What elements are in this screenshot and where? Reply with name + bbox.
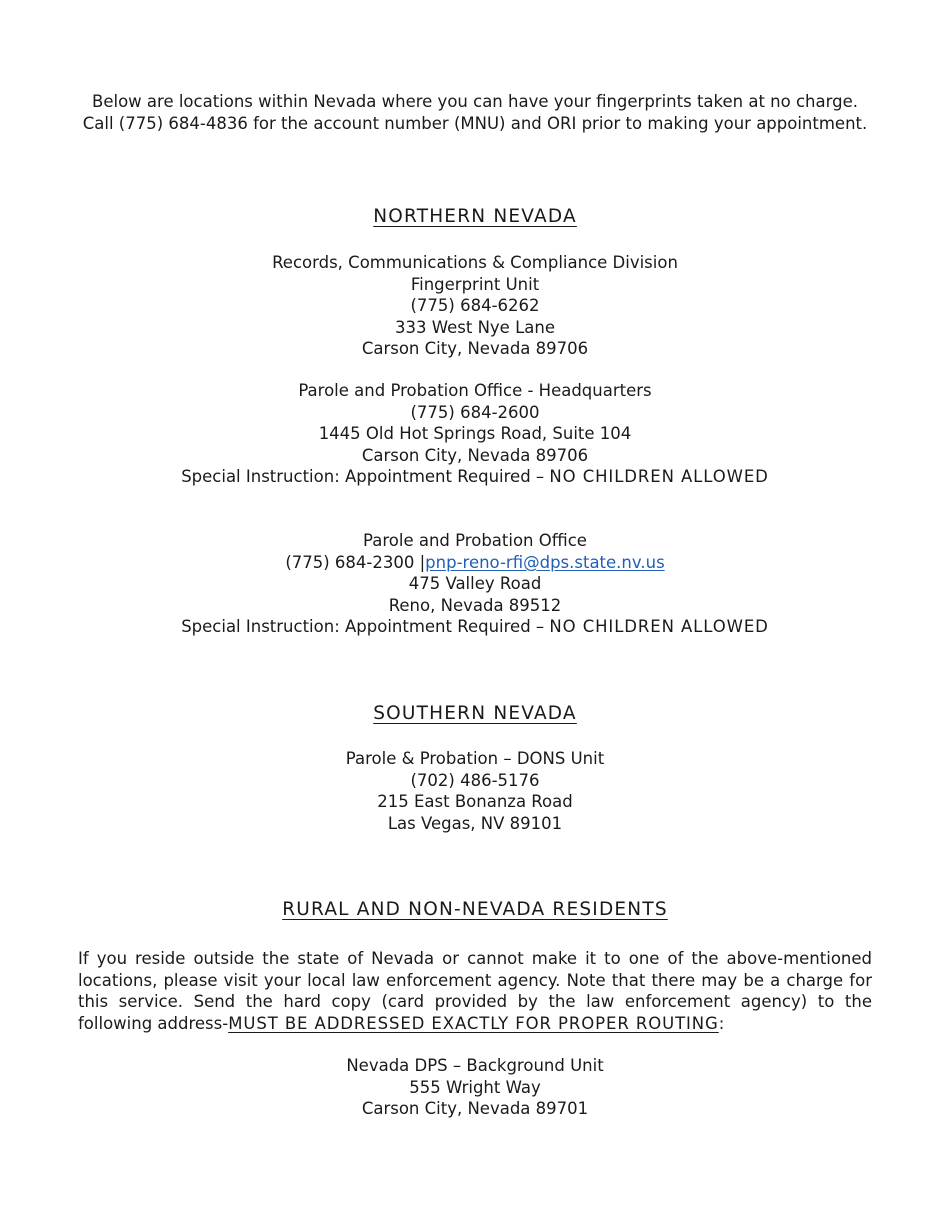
instruction-dash: –	[535, 617, 545, 636]
rural-paragraph	[78, 948, 872, 1034]
special-instruction	[0, 616, 950, 638]
special-instruction	[0, 466, 950, 488]
rural-heading	[0, 898, 950, 922]
location-city: Las Vegas, NV 89101	[387, 813, 563, 833]
rural-heading-text: RURAL AND NON-NEVADA RESIDENTS	[282, 899, 668, 920]
northern-nevada-heading-text: NORTHERN NEVADA	[373, 206, 577, 227]
location-pp-headquarters	[0, 380, 950, 488]
location-city: Reno, Nevada 89512	[388, 595, 562, 615]
location-phone: (775) 684-2600	[410, 402, 540, 422]
location-name: Parole & Probation – DONS Unit	[345, 749, 605, 768]
email-link[interactable]: pnp-reno-rfi@dps.state.nv.us	[425, 552, 665, 572]
instruction-dash: –	[535, 467, 545, 486]
location-name: Parole and Probation Office	[363, 531, 587, 550]
southern-nevada-heading-text: SOUTHERN NEVADA	[373, 703, 577, 724]
location-phone: (775) 684-2300 |	[285, 552, 426, 572]
rural-paragraph-end: :	[718, 1013, 725, 1033]
location-city: Carson City, Nevada 89706	[361, 339, 589, 358]
location-city: Carson City, Nevada 89706	[361, 445, 589, 465]
instruction-prefix: Special Instruction: Appointment Required	[181, 467, 531, 486]
rural-paragraph-underlined: MUST BE ADDRESSED EXACTLY FOR PROPER ROUTING	[228, 1013, 719, 1033]
instruction-prefix: Special Instruction: Appointment Required	[181, 617, 531, 636]
location-phone: (702) 486-5176	[410, 770, 540, 790]
intro-text	[0, 91, 950, 134]
address-street: 555 Wright Way	[409, 1077, 541, 1097]
location-phone: (775) 684-6262	[410, 296, 540, 315]
rural-paragraph-text: If you reside outside the state of Nevada or cannot make it to one of the above-mentioned locations, please visit your local law enforcement agency. Note that there may be a charge for this service. Send the hard copy (card provided by the law enforcement agency) to the following address-	[78, 949, 872, 1033]
location-street: 215 East Bonanza Road	[377, 792, 573, 811]
location-pp-reno	[0, 530, 950, 638]
location-street: 475 Valley Road	[408, 574, 542, 593]
intro-line-1: Below are locations within Nevada where you can have your fingerprints taken at no charge.	[92, 92, 858, 111]
instruction-caps: NO CHILDREN ALLOWED	[549, 617, 769, 636]
location-name: Parole and Probation Office - Headquarters	[298, 381, 652, 400]
location-street: 1445 Old Hot Springs Road, Suite 104	[318, 424, 632, 443]
location-name: Records, Communications & Compliance Division	[272, 253, 678, 272]
background-unit-address	[0, 1055, 950, 1120]
instruction-caps: NO CHILDREN ALLOWED	[549, 467, 769, 486]
location-dons-unit	[0, 748, 950, 834]
address-city: Carson City, Nevada 89701	[361, 1099, 589, 1118]
intro-line-2: Call (775) 684-4836 for the account number (MNU) and ORI prior to making your appointment.	[82, 113, 868, 133]
location-phone-email	[0, 552, 950, 574]
location-street: 333 West Nye Lane	[395, 317, 555, 337]
northern-nevada-heading	[0, 205, 950, 229]
location-unit: Fingerprint Unit	[410, 274, 540, 294]
address-name: Nevada DPS – Background Unit	[346, 1056, 604, 1075]
location-rcc-division	[0, 252, 950, 360]
southern-nevada-heading	[0, 702, 950, 726]
